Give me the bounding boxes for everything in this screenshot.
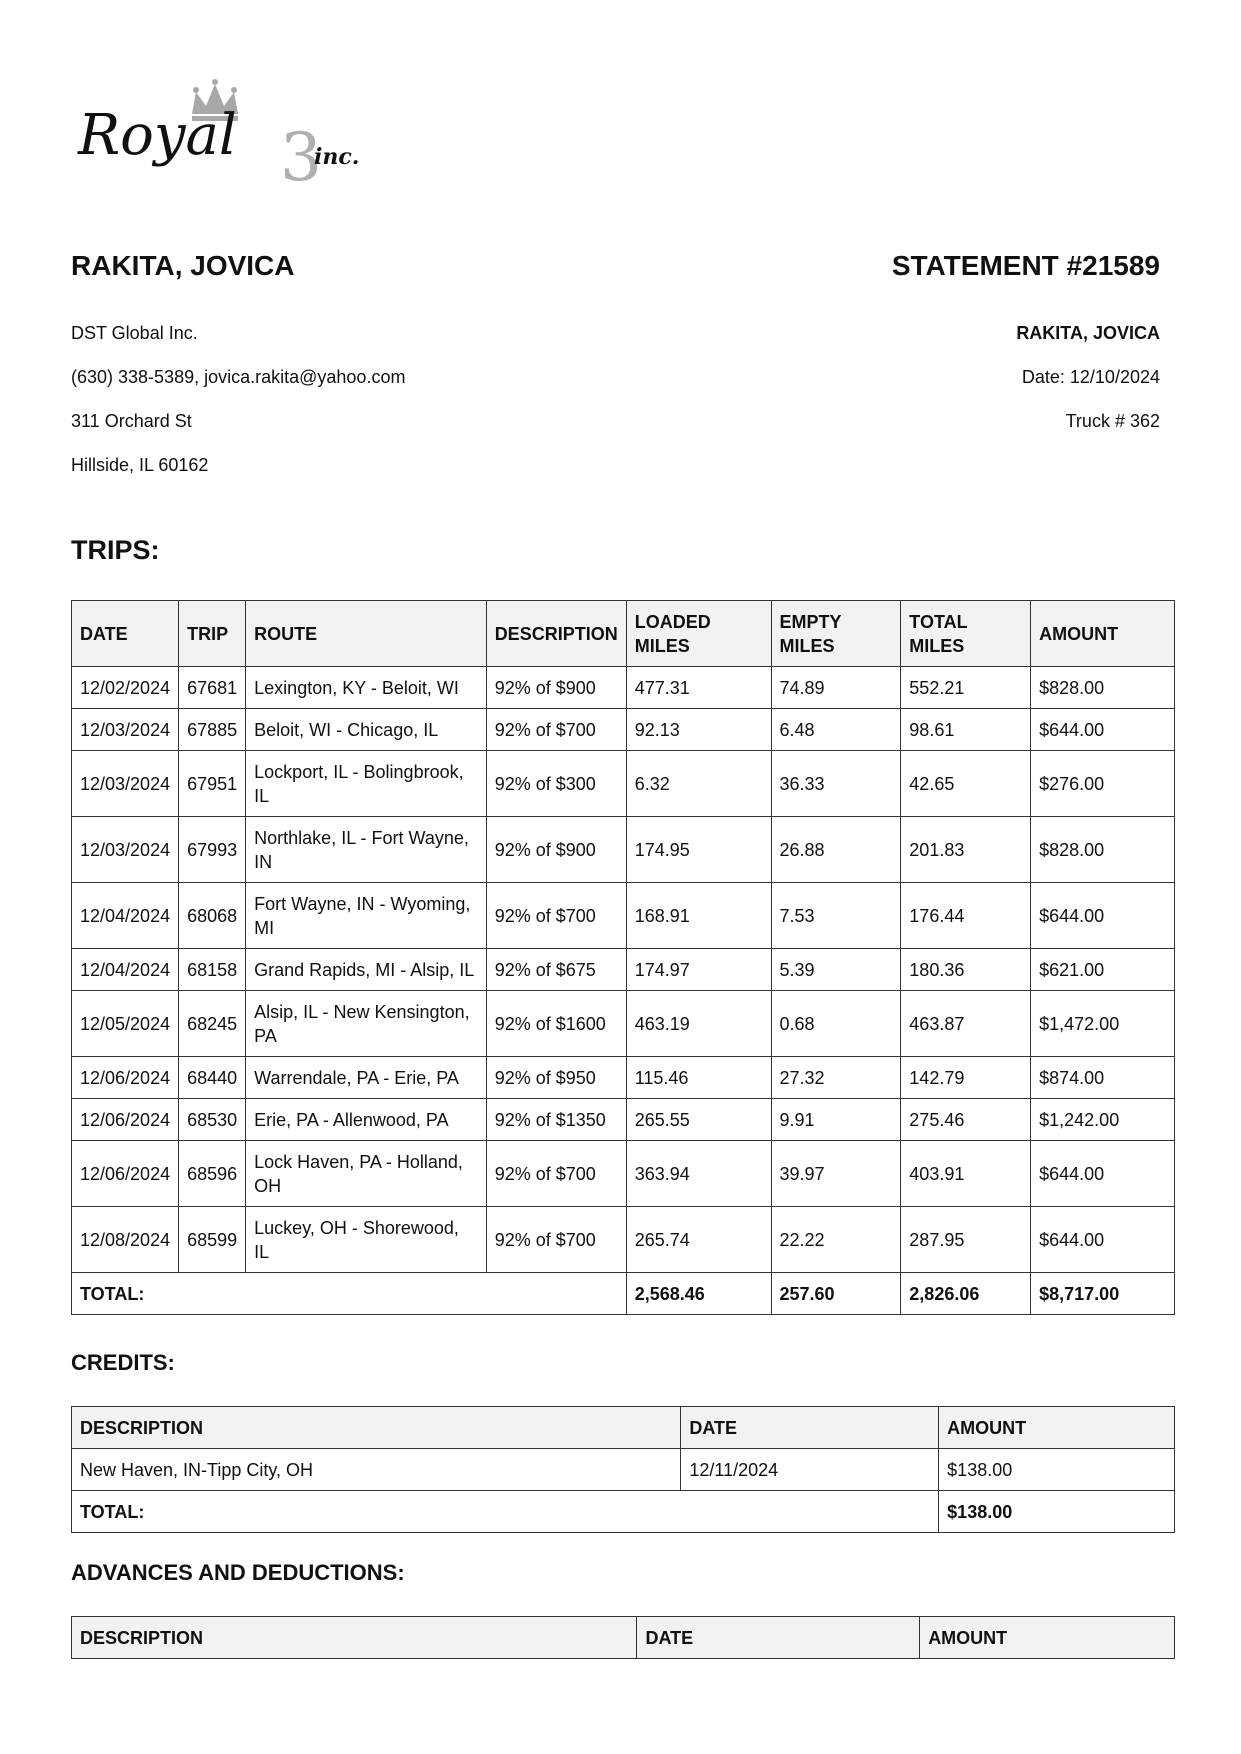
cell-trip: 67681 [179, 667, 246, 709]
cell-date: 12/02/2024 [72, 667, 179, 709]
cell-date: 12/03/2024 [72, 817, 179, 883]
cell-loaded: 174.97 [626, 949, 771, 991]
driver-name-heading: RAKITA, JOVICA [71, 250, 295, 281]
cell-trip: 68596 [179, 1141, 246, 1207]
table-row [72, 1141, 1175, 1207]
cell-amount: $644.00 [1031, 1207, 1175, 1273]
cell-date: 12/03/2024 [72, 751, 179, 817]
col-trip: TRIP [179, 601, 246, 667]
statement-info [1016, 311, 1160, 443]
cell-empty: 39.97 [771, 1141, 901, 1207]
total-label: TOTAL: [72, 1273, 627, 1315]
advances-title: ADVANCES AND DEDUCTIONS: [71, 1560, 405, 1585]
cell-amount: $621.00 [1031, 949, 1175, 991]
statement-truck: Truck # 362 [1065, 411, 1160, 431]
cell-loaded: 265.74 [626, 1207, 771, 1273]
cell-trip: 68158 [179, 949, 246, 991]
driver-contact: (630) 338-5389, jovica.rakita@yahoo.com [71, 367, 406, 387]
driver-info [71, 311, 405, 487]
table-row [72, 1449, 1175, 1491]
col-total-miles: TOTAL MILES [901, 601, 1031, 667]
advances-header-row [72, 1617, 1175, 1659]
credits-table [71, 1406, 1175, 1533]
col-date: DATE [72, 601, 179, 667]
total-miles: 2,826.06 [901, 1273, 1031, 1315]
cell-empty: 5.39 [771, 949, 901, 991]
cell-route: Alsip, IL - New Kensington, PA [246, 991, 487, 1057]
cell-total: 275.46 [901, 1099, 1031, 1141]
table-row [72, 991, 1175, 1057]
cell-date: 12/06/2024 [72, 1099, 179, 1141]
cell-trip: 68440 [179, 1057, 246, 1099]
cell-total: 201.83 [901, 817, 1031, 883]
cell-empty: 26.88 [771, 817, 901, 883]
credits-total-row [72, 1491, 1175, 1533]
cell-loaded: 92.13 [626, 709, 771, 751]
cell-trip: 67951 [179, 751, 246, 817]
advances-table [71, 1616, 1175, 1659]
cell-total: 42.65 [901, 751, 1031, 817]
cell-route: Northlake, IL - Fort Wayne, IN [246, 817, 487, 883]
cell-loaded: 363.94 [626, 1141, 771, 1207]
cell-empty: 36.33 [771, 751, 901, 817]
col-loaded-miles: LOADED MILES [626, 601, 771, 667]
cell-empty: 7.53 [771, 883, 901, 949]
cell-amount: $276.00 [1031, 751, 1175, 817]
cell-trip: 68068 [179, 883, 246, 949]
cell-route: Lock Haven, PA - Holland, OH [246, 1141, 487, 1207]
cell-description: 92% of $900 [486, 817, 626, 883]
driver-city: Hillside, IL 60162 [71, 455, 209, 475]
col-description: DESCRIPTION [486, 601, 626, 667]
cell-empty: 74.89 [771, 667, 901, 709]
cell-description: 92% of $1600 [486, 991, 626, 1057]
logo-suffix: inc. [314, 144, 360, 170]
total-amount: $138.00 [939, 1491, 1175, 1533]
cell-loaded: 265.55 [626, 1099, 771, 1141]
cell-empty: 27.32 [771, 1057, 901, 1099]
cell-amount: $1,472.00 [1031, 991, 1175, 1057]
col-date: DATE [637, 1617, 920, 1659]
cell-loaded: 174.95 [626, 817, 771, 883]
cell-total: 180.36 [901, 949, 1031, 991]
cell-total: 142.79 [901, 1057, 1031, 1099]
cell-description: 92% of $300 [486, 751, 626, 817]
col-route: ROUTE [246, 601, 487, 667]
cell-description: 92% of $1350 [486, 1099, 626, 1141]
cell-date: 12/04/2024 [72, 949, 179, 991]
table-row [72, 949, 1175, 991]
trips-header-row [72, 601, 1175, 667]
cell-trip: 67885 [179, 709, 246, 751]
cell-route: Beloit, WI - Chicago, IL [246, 709, 487, 751]
cell-trip: 67993 [179, 817, 246, 883]
cell-route: Lockport, IL - Bolingbrook, IL [246, 751, 487, 817]
total-empty: 257.60 [771, 1273, 901, 1315]
cell-amount: $828.00 [1031, 817, 1175, 883]
cell-amount: $828.00 [1031, 667, 1175, 709]
cell-date: 12/11/2024 [681, 1449, 939, 1491]
cell-total: 287.95 [901, 1207, 1031, 1273]
cell-total: 403.91 [901, 1141, 1031, 1207]
cell-date: 12/03/2024 [72, 709, 179, 751]
driver-street: 311 Orchard St [71, 411, 192, 431]
col-description: DESCRIPTION [72, 1617, 637, 1659]
col-amount: AMOUNT [1031, 601, 1175, 667]
table-row [72, 751, 1175, 817]
cell-description: 92% of $700 [486, 1207, 626, 1273]
col-date: DATE [681, 1407, 939, 1449]
table-row [72, 667, 1175, 709]
cell-date: 12/06/2024 [72, 1057, 179, 1099]
cell-empty: 0.68 [771, 991, 901, 1057]
cell-trip: 68599 [179, 1207, 246, 1273]
table-row [72, 883, 1175, 949]
cell-loaded: 477.31 [626, 667, 771, 709]
company-logo [74, 76, 394, 194]
cell-date: 12/06/2024 [72, 1141, 179, 1207]
cell-route: Fort Wayne, IN - Wyoming, MI [246, 883, 487, 949]
total-loaded: 2,568.46 [626, 1273, 771, 1315]
table-row [72, 1057, 1175, 1099]
table-row [72, 709, 1175, 751]
col-description: DESCRIPTION [72, 1407, 681, 1449]
credits-header-row [72, 1407, 1175, 1449]
cell-description: 92% of $900 [486, 667, 626, 709]
cell-date: 12/04/2024 [72, 883, 179, 949]
cell-total: 552.21 [901, 667, 1031, 709]
trips-title: TRIPS: [71, 535, 160, 565]
cell-description: 92% of $700 [486, 1141, 626, 1207]
table-row [72, 817, 1175, 883]
cell-loaded: 463.19 [626, 991, 771, 1057]
logo-numeral: 3 [280, 119, 322, 194]
cell-description: 92% of $700 [486, 709, 626, 751]
driver-company: DST Global Inc. [71, 323, 198, 343]
cell-total: 176.44 [901, 883, 1031, 949]
cell-description: 92% of $675 [486, 949, 626, 991]
logo-graphic [74, 76, 394, 194]
total-label: TOTAL: [72, 1491, 939, 1533]
cell-date: 12/05/2024 [72, 991, 179, 1057]
statement-date: Date: 12/10/2024 [1021, 367, 1160, 387]
cell-total: 98.61 [901, 709, 1031, 751]
cell-trip: 68530 [179, 1099, 246, 1141]
cell-trip: 68245 [179, 991, 246, 1057]
cell-route: Erie, PA - Allenwood, PA [246, 1099, 487, 1141]
cell-description: 92% of $950 [486, 1057, 626, 1099]
cell-empty: 9.91 [771, 1099, 901, 1141]
cell-amount: $874.00 [1031, 1057, 1175, 1099]
cell-route: Luckey, OH - Shorewood, IL [246, 1207, 487, 1273]
cell-amount: $644.00 [1031, 883, 1175, 949]
table-row [72, 1207, 1175, 1273]
cell-description: New Haven, IN-Tipp City, OH [72, 1449, 681, 1491]
col-empty-miles: EMPTY MILES [771, 601, 901, 667]
cell-date: 12/08/2024 [72, 1207, 179, 1273]
credits-title: CREDITS: [71, 1350, 175, 1375]
cell-amount: $138.00 [939, 1449, 1175, 1491]
cell-loaded: 6.32 [626, 751, 771, 817]
trips-total-row [72, 1273, 1175, 1315]
statement-title: STATEMENT #21589 [891, 250, 1160, 281]
cell-route: Grand Rapids, MI - Alsip, IL [246, 949, 487, 991]
cell-loaded: 115.46 [626, 1057, 771, 1099]
cell-empty: 22.22 [771, 1207, 901, 1273]
cell-route: Lexington, KY - Beloit, WI [246, 667, 487, 709]
col-amount: AMOUNT [920, 1617, 1175, 1659]
cell-description: 92% of $700 [486, 883, 626, 949]
cell-amount: $1,242.00 [1031, 1099, 1175, 1141]
table-row [72, 1099, 1175, 1141]
cell-amount: $644.00 [1031, 1141, 1175, 1207]
cell-total: 463.87 [901, 991, 1031, 1057]
cell-amount: $644.00 [1031, 709, 1175, 751]
cell-route: Warrendale, PA - Erie, PA [246, 1057, 487, 1099]
total-amount: $8,717.00 [1031, 1273, 1175, 1315]
cell-loaded: 168.91 [626, 883, 771, 949]
cell-empty: 6.48 [771, 709, 901, 751]
trips-table [71, 600, 1175, 1315]
logo-wordmark: Royal [78, 103, 237, 168]
statement-name: RAKITA, JOVICA [1016, 323, 1160, 343]
col-amount: AMOUNT [939, 1407, 1175, 1449]
